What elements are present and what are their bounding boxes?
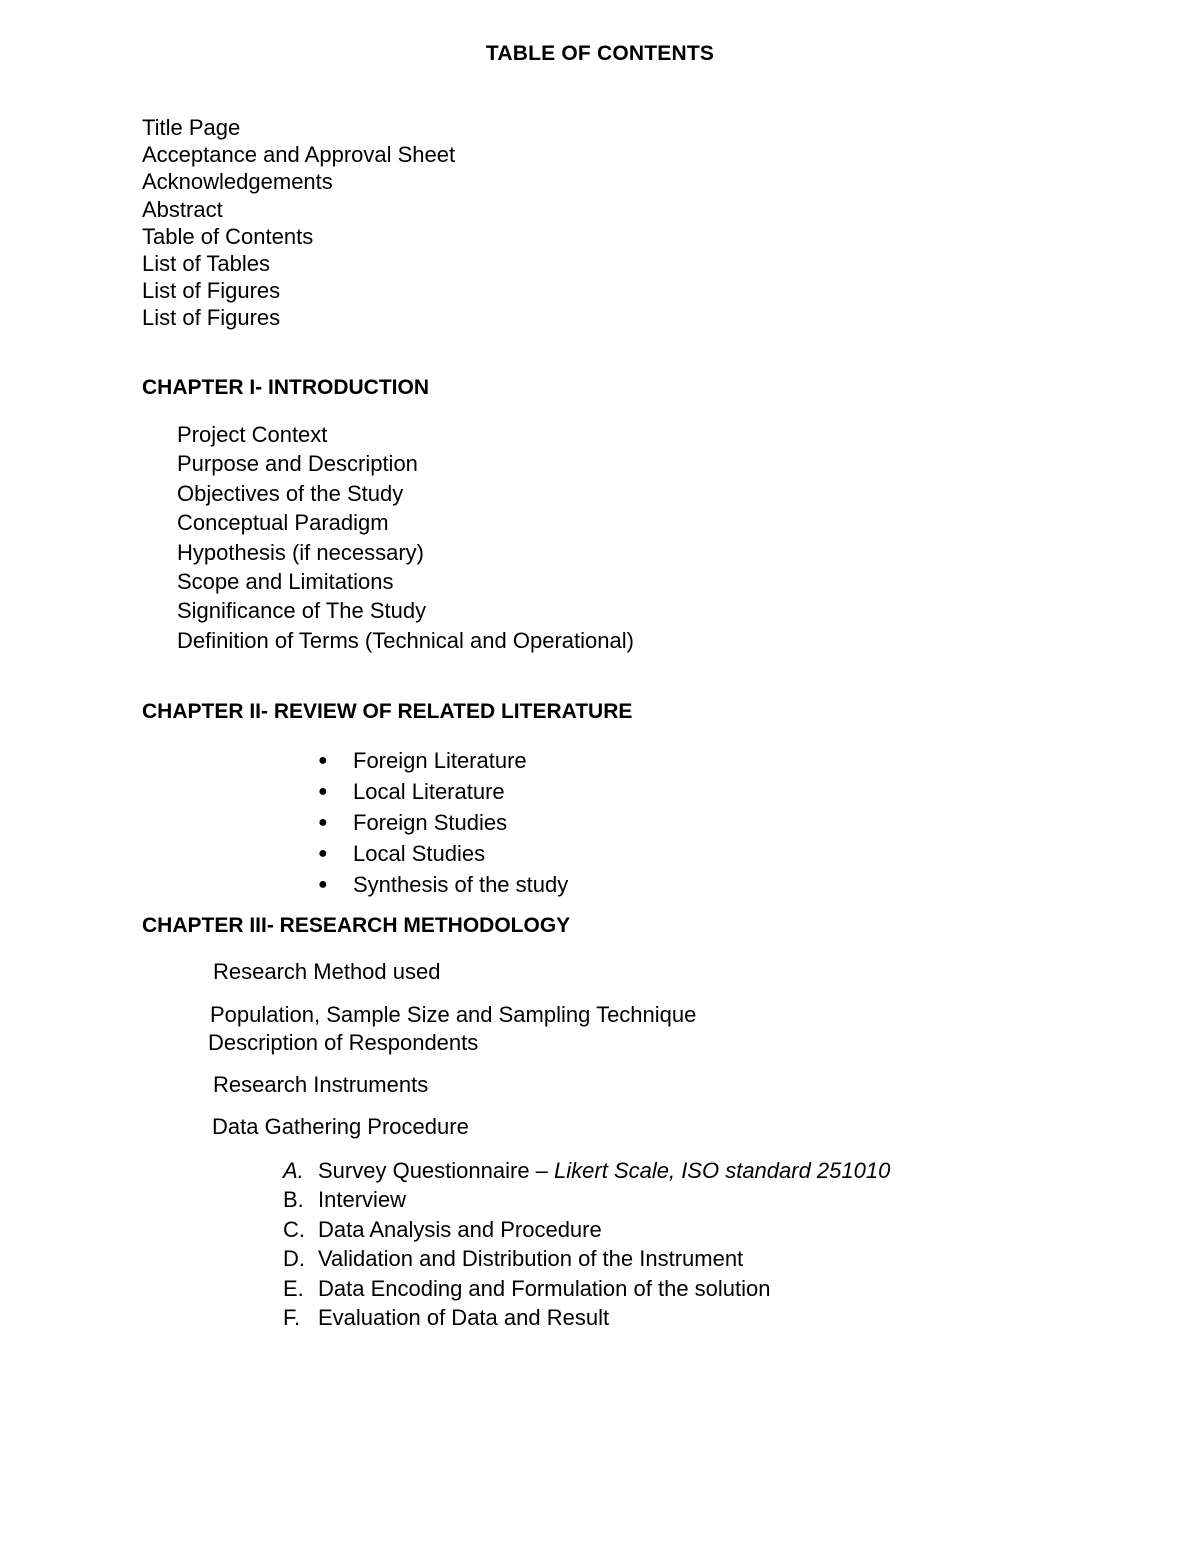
front-matter-item: Table of Contents xyxy=(142,223,314,249)
chapter-1-item: Scope and Limitations xyxy=(177,569,394,595)
chapter-2-item-label: Synthesis of the study xyxy=(353,872,569,897)
procedure-text: Data Encoding and Formulation of the solution xyxy=(318,1275,771,1301)
chapter-1-item: Definition of Terms (Technical and Operational) xyxy=(177,627,634,653)
chapter-1-item: Significance of The Study xyxy=(177,598,427,624)
front-matter-item: List of Figures xyxy=(142,278,281,304)
front-matter-item: Acknowledgements xyxy=(142,169,333,195)
chapter-2-item-label: Foreign Studies xyxy=(353,810,508,835)
procedure-text: Interview xyxy=(318,1187,407,1213)
procedure-letter: A. xyxy=(283,1158,304,1183)
data-gathering-item: Data Gathering Procedure xyxy=(212,1114,469,1139)
front-matter-item: Title Page xyxy=(142,115,241,140)
procedure-italic-text: Likert Scale, ISO standard 251010 xyxy=(554,1158,891,1183)
bullet-icon: ● xyxy=(318,876,328,893)
research-method-item: Research Method used xyxy=(213,959,441,984)
procedure-text: Survey Questionnaire – xyxy=(318,1158,555,1183)
front-matter-item: List of Figures xyxy=(142,305,281,331)
front-matter-item: List of Tables xyxy=(142,251,271,277)
procedure-letter: E. xyxy=(283,1275,304,1301)
procedure-item xyxy=(283,1185,890,1214)
chapter-2-item xyxy=(318,869,568,900)
procedure-letter: C. xyxy=(283,1216,305,1242)
procedure-letter: F. xyxy=(283,1305,301,1331)
front-matter-list xyxy=(142,114,455,332)
chapter-2-list xyxy=(318,745,568,900)
chapter-2-item-label: Local Studies xyxy=(353,841,486,866)
chapter-1-item: Conceptual Paradigm xyxy=(177,510,389,536)
procedure-item xyxy=(283,1303,890,1332)
procedure-letter: D. xyxy=(283,1246,305,1272)
chapter-1-list xyxy=(177,420,634,655)
procedure-item xyxy=(283,1244,890,1273)
chapter-1-item: Hypothesis (if necessary) xyxy=(177,539,424,565)
procedure-text: Validation and Distribution of the Instrument xyxy=(318,1246,744,1272)
chapter-2-item xyxy=(318,807,568,838)
chapter-1-item: Project Context xyxy=(177,422,328,447)
population-item: Population, Sample Size and Sampling Technique xyxy=(210,1002,697,1027)
procedure-item xyxy=(283,1274,890,1303)
chapter-2-heading: CHAPTER II- REVIEW OF RELATED LITERATURE xyxy=(142,700,633,723)
front-matter-item: Acceptance and Approval Sheet xyxy=(142,142,456,168)
document-title: TABLE OF CONTENTS xyxy=(485,42,715,65)
chapter-3-heading: CHAPTER III- RESEARCH METHODOLOGY xyxy=(142,914,571,937)
procedure-list xyxy=(283,1156,890,1332)
chapter-1-item: Objectives of the Study xyxy=(177,480,404,506)
chapter-2-item xyxy=(318,838,568,869)
bullet-icon: ● xyxy=(318,814,328,831)
chapter-2-item xyxy=(318,776,568,807)
chapter-1-item: Purpose and Description xyxy=(177,451,418,477)
chapter-2-item-label: Local Literature xyxy=(353,779,505,804)
front-matter-item: Abstract xyxy=(142,196,223,222)
procedure-item xyxy=(283,1215,890,1244)
bullet-icon: ● xyxy=(318,783,328,800)
research-instruments-item: Research Instruments xyxy=(213,1072,429,1097)
procedure-text: Evaluation of Data and Result xyxy=(318,1305,610,1331)
procedure-text: Data Analysis and Procedure xyxy=(318,1216,602,1242)
respondents-item: Description of Respondents xyxy=(208,1030,479,1055)
chapter-2-item xyxy=(318,745,568,776)
chapter-1-heading: CHAPTER I- INTRODUCTION xyxy=(142,376,429,399)
procedure-item xyxy=(283,1156,890,1185)
bullet-icon: ● xyxy=(318,752,328,769)
bullet-icon: ● xyxy=(318,845,328,862)
procedure-letter: B. xyxy=(283,1187,304,1213)
chapter-2-item-label: Foreign Literature xyxy=(353,748,527,773)
